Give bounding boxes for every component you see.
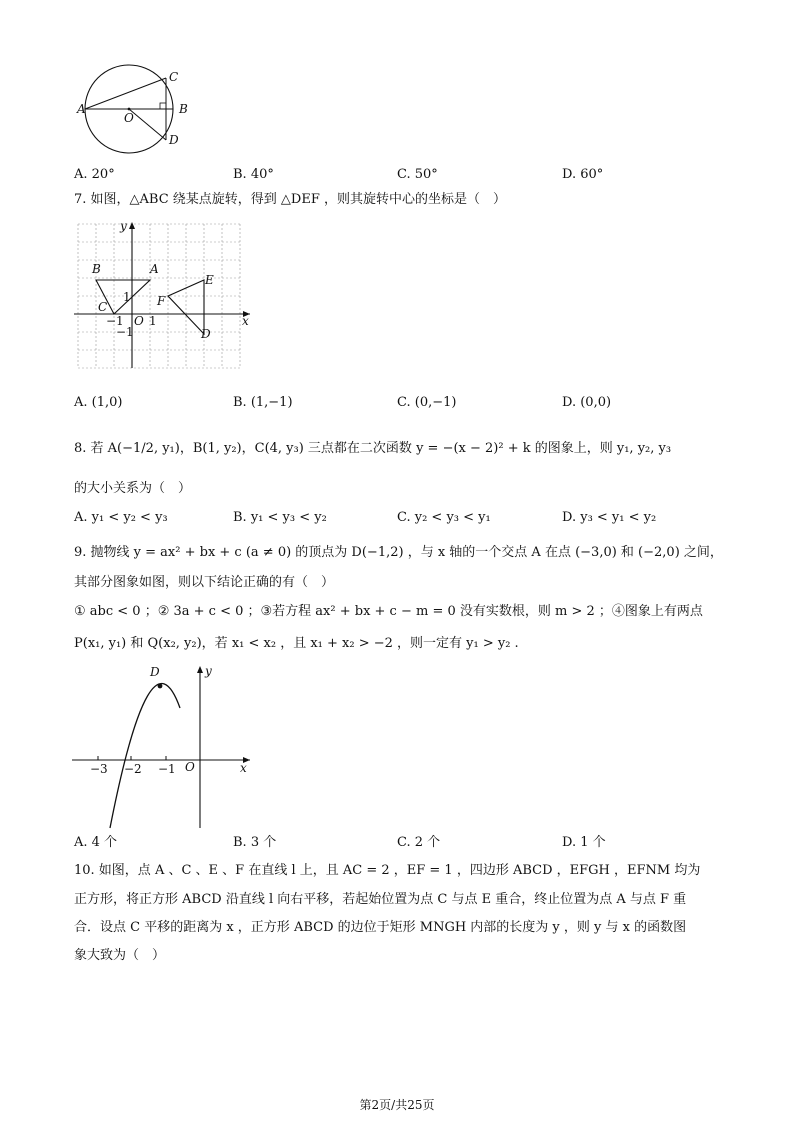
q9-label-d: D bbox=[150, 665, 160, 679]
q7-label-o: O bbox=[134, 314, 144, 328]
q9-tick-neg3: −3 bbox=[90, 762, 108, 776]
q7-label-e: E bbox=[205, 273, 214, 287]
q7-stem: 7. 如图，△ABC 绕某点旋转，得到 △DEF ，则其旋转中心的坐标是（ ） bbox=[74, 192, 506, 207]
q7-label-f: F bbox=[157, 294, 166, 308]
q7-tick-neg1x: −1 bbox=[106, 314, 124, 328]
q10-line1: 10. 如图，点 A 、C 、E 、F 在直线 l 上，且 AC = 2 ，EF = 1 ，四边形 ABCD ，EFGH ，EFNM 均为 bbox=[74, 863, 701, 878]
q9-stem-line4: P(x₁, y₁) 和 Q(x₂, y₂)，若 x₁ < x₂ ，且 x₁ + x₂ > −2 ，则一定有 y₁ > y₂ . bbox=[74, 636, 519, 651]
q7-label-b: B bbox=[92, 262, 101, 276]
q8-option-c: C. y₂ < y₃ < y₁ bbox=[397, 510, 491, 525]
q6-label-o: O bbox=[124, 111, 134, 125]
q7-option-a: A. (1,0) bbox=[74, 395, 123, 410]
page-footer: 第2页/共25页 bbox=[359, 1098, 435, 1112]
q9-option-a: A. 4 个 bbox=[74, 835, 118, 850]
q7-option-c: C. (0,−1) bbox=[397, 395, 457, 410]
q6-option-d: D. 60° bbox=[562, 167, 604, 182]
q9-stem-line2: 其部分图象如图，则以下结论正确的有（ ） bbox=[74, 575, 335, 590]
q9-tick-neg1: −1 bbox=[158, 762, 176, 776]
q9-stem-line1: 9. 抛物线 y = ax² + bx + c (a ≠ 0) 的顶点为 D(−1,2) ，与 x 轴的一个交点 A 在点 (−3,0) 和 (−2,0) 之间， bbox=[74, 545, 723, 560]
q7-option-b: B. (1,−1) bbox=[233, 395, 293, 410]
q6-option-a: A. 20° bbox=[74, 167, 115, 182]
q9-option-c: C. 2 个 bbox=[397, 835, 441, 850]
q8-option-d: D. y₃ < y₁ < y₂ bbox=[562, 510, 657, 525]
q8-option-b: B. y₁ < y₃ < y₂ bbox=[233, 510, 327, 525]
q7-tick-one-y: 1 bbox=[123, 290, 131, 304]
q6-option-b: B. 40° bbox=[233, 167, 274, 182]
q6-option-c: C. 50° bbox=[397, 167, 438, 182]
q6-label-c: C bbox=[169, 70, 179, 84]
q9-label-y: y bbox=[205, 664, 212, 678]
q9-label-o: O bbox=[185, 760, 195, 774]
q10-line2: 正方形，将正方形 ABCD 沿直线 l 向右平移，若起始位置为点 C 与点 E 重合，终止位置为点 A 与点 F 重 bbox=[74, 892, 687, 907]
q6-label-d: D bbox=[169, 133, 179, 147]
q9-option-d: D. 1 个 bbox=[562, 835, 606, 850]
q10-line4: 象大致为（ ） bbox=[74, 948, 166, 963]
q7-label-c: C bbox=[98, 300, 108, 314]
q9-option-b: B. 3 个 bbox=[233, 835, 277, 850]
q9-parabola-figure bbox=[72, 660, 252, 830]
q6-label-a: A bbox=[77, 102, 86, 116]
q7-tick-neg1y: −1 bbox=[116, 325, 134, 339]
q7-option-d: D. (0,0) bbox=[562, 395, 612, 410]
q9-stem-line3: ① abc < 0 ；② 3a + c < 0 ；③若方程 ax² + bx + c − m = 0 没有实数根，则 m > 2 ；④图象上有两点 bbox=[74, 604, 703, 619]
q8-stem-line1: 8. 若 A(−1/2, y₁)，B(1, y₂)，C(4, y₃) 三点都在二次函数 y = −(x − 2)² + k 的图象上，则 y₁, y₂, y₃ bbox=[74, 441, 672, 456]
q8-stem-line2: 的大小关系为（ ） bbox=[74, 481, 192, 496]
q9-tick-neg2: −2 bbox=[124, 762, 142, 776]
q8-option-a: A. y₁ < y₂ < y₃ bbox=[74, 510, 168, 525]
q10-line3: 合．设点 C 平移的距离为 x ，正方形 ABCD 的边位于矩形 MNGH 内部的长度为 y ，则 y 与 x 的函数图 bbox=[74, 920, 687, 935]
q7-label-y: y bbox=[120, 219, 127, 233]
q7-label-a: A bbox=[150, 262, 159, 276]
q6-label-b: B bbox=[179, 102, 188, 116]
q7-label-d: D bbox=[201, 327, 211, 341]
q7-label-x: x bbox=[242, 314, 249, 328]
q7-tick-one-x: 1 bbox=[149, 314, 157, 328]
q9-label-x: x bbox=[240, 761, 247, 775]
